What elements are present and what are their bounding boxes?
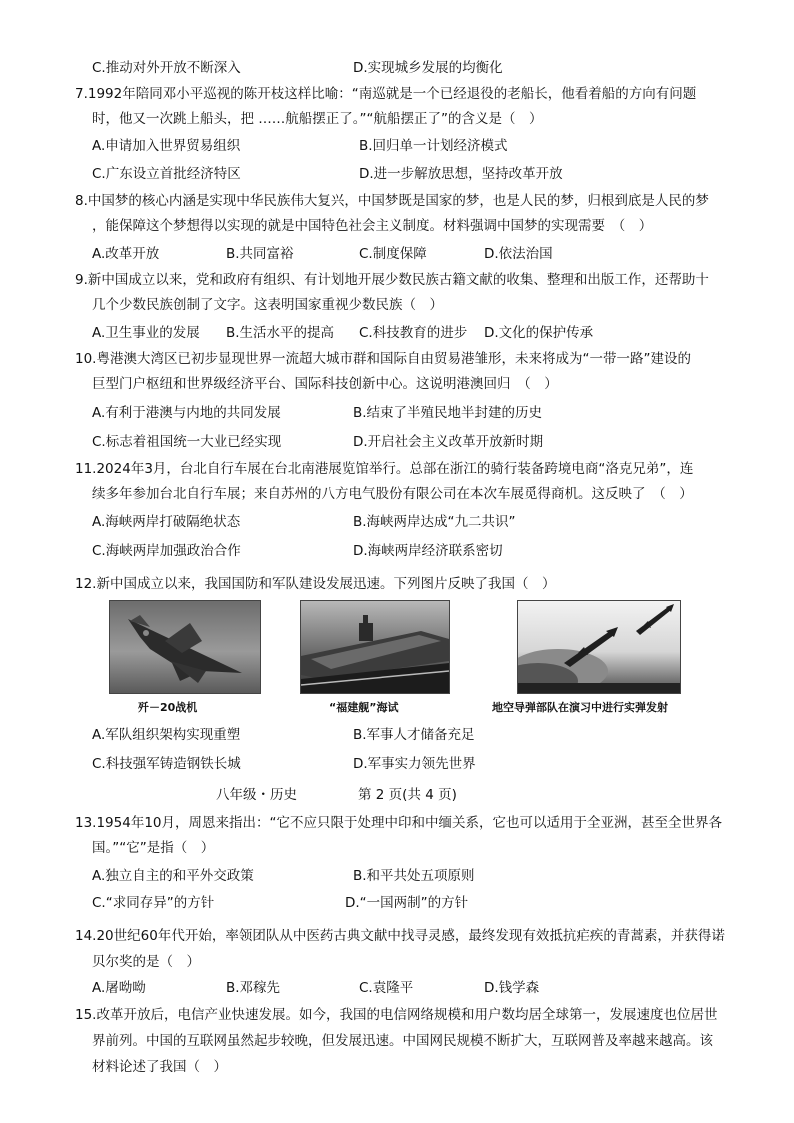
q13-option-d: D.“一国两制”的方针 [345,895,469,911]
q8-option-c: C.制度保障 [359,246,427,262]
q15-stem-line1: 15.改革开放后，电信产业快速发展。如今，我国的电信网络规模和用户数均居全球第一，发展速度也位居世 [75,1007,718,1023]
q15-stem-line3: 材料论述了我国（ ） [92,1059,227,1075]
q10-stem-line1: 10.粤港澳大湾区已初步显现世界一流超大城市群和国际自由贸易港雏形，未来将成为“一带一路”建设的 [75,351,691,367]
fighter-jet-icon [110,601,260,693]
q14-option-a: A.屠呦呦 [92,980,146,996]
fujian-carrier-photo [300,600,450,694]
q12-option-c: C.科技强军铸造钢铁长城 [92,756,241,772]
q11-stem-line2: 续多年参加台北自行车展；来自苏州的八方电气股份有限公司在本次车展觅得商机。这反映了 （ ） [92,486,693,502]
q6-option-c: C.推动对外开放不断深入 [92,60,241,76]
q7-option-c: C.广东设立首批经济特区 [92,166,241,182]
q13-stem-line1: 13.1954年10月，周恩来指出：“它不应只限于处理中印和中缅关系，它也可以适用于全亚洲，甚至全世界各 [75,815,722,831]
q11-option-b: B.海峡两岸达成“九二共识” [353,514,516,530]
q9-stem-line1: 9.新中国成立以来，党和政府有组织、有计划地开展少数民族古籍文献的收集、整理和出版工作，还帮助十 [75,272,709,288]
q7-option-a: A.申请加入世界贸易组织 [92,138,241,154]
footer-subject: 八年级・历史 [216,787,297,803]
q13-option-b: B.和平共处五项原则 [353,868,475,884]
q15-stem-line2: 界前列。中国的互联网虽然起步较晚，但发展迅速。中国网民规模不断扩大，互联网普及率越来越高。该 [92,1033,713,1049]
q6-option-d: D.实现城乡发展的均衡化 [353,60,503,76]
caption-j20: 歼－20战机 [138,701,198,714]
q9-option-c: C.科技教育的进步 [359,325,468,341]
q12-option-d: D.军事实力领先世界 [353,756,476,772]
q11-option-d: D.海峡两岸经济联系密切 [353,543,503,559]
q14-stem-line2: 贝尔奖的是（ ） [92,954,200,970]
q8-option-a: A.改革开放 [92,246,160,262]
q11-option-a: A.海峡两岸打破隔绝状态 [92,514,241,530]
q9-stem-line2: 几个少数民族创制了文字。这表明国家重视少数民族（ ） [92,297,443,313]
q12-stem: 12.新中国成立以来，我国国防和军队建设发展迅速。下列图片反映了我国（ ） [75,576,556,592]
j20-fighter-photo [109,600,261,694]
q7-option-b: B.回归单一计划经济模式 [359,138,508,154]
q13-stem-line2: 国。”“它”是指（ ） [92,840,215,856]
q8-stem-line2: ，能保障这个梦想得以实现的就是中国特色社会主义制度。材料强调中国梦的实现需要 （ ） [92,218,653,234]
q9-option-d: D.文化的保护传承 [484,325,594,341]
q14-stem-line1: 14.20世纪60年代开始，率领团队从中医药古典文献中找寻灵感，最终发现有效抵抗疟疾的青蒿素，并获得诺 [75,928,725,944]
q10-option-c: C.标志着祖国统一大业已经实现 [92,434,282,450]
q12-option-a: A.军队组织架构实现重塑 [92,727,241,743]
q7-stem-line1: 7.1992年陪同邓小平巡视的陈开枝这样比喻：“南巡就是一个已经退役的老船长，他看着船的方向有问题 [75,86,697,102]
q7-stem-line2: 时，他又一次跳上船头，把 ……航船摆正了。”“航船摆正了”的含义是（ ） [92,111,543,127]
q10-option-d: D.开启社会主义改革开放新时期 [353,434,544,450]
caption-missile: 地空导弹部队在演习中进行实弹发射 [492,701,668,714]
q13-option-a: A.独立自主的和平外交政策 [92,868,254,884]
q12-option-b: B.军事人才储备充足 [353,727,475,743]
missile-icon [518,601,680,693]
q10-option-b: B.结束了半殖民地半封建的历史 [353,405,543,421]
footer-page-number: 第 2 页(共 4 页) [358,787,457,803]
q8-stem-line1: 8.中国梦的核心内涵是实现中华民族伟大复兴，中国梦既是国家的梦，也是人民的梦，归根到底是人民的梦 [75,193,709,209]
q7-option-d: D.进一步解放思想，坚持改革开放 [359,166,563,182]
q11-stem-line1: 11.2024年3月，台北自行车展在台北南港展览馆举行。总部在浙江的骑行装备跨境电商“洛克兄弟”，连 [75,461,694,477]
q14-option-b: B.邓稼先 [226,980,281,996]
q8-option-b: B.共同富裕 [226,246,294,262]
missile-launch-photo [517,600,681,694]
q10-option-a: A.有利于港澳与内地的共同发展 [92,405,281,421]
q13-option-c: C.“求同存异”的方针 [92,895,215,911]
caption-fujian: “福建舰”海试 [329,701,399,714]
q10-stem-line2: 巨型门户枢纽和世界级经济平台、国际科技创新中心。这说明港澳回归 （ ） [92,376,558,392]
q8-option-d: D.依法治国 [484,246,553,262]
q9-option-b: B.生活水平的提高 [226,325,335,341]
q14-option-d: D.钱学森 [484,980,540,996]
q14-option-c: C.袁隆平 [359,980,414,996]
aircraft-carrier-icon [301,601,449,693]
q11-option-c: C.海峡两岸加强政治合作 [92,543,241,559]
q9-option-a: A.卫生事业的发展 [92,325,200,341]
